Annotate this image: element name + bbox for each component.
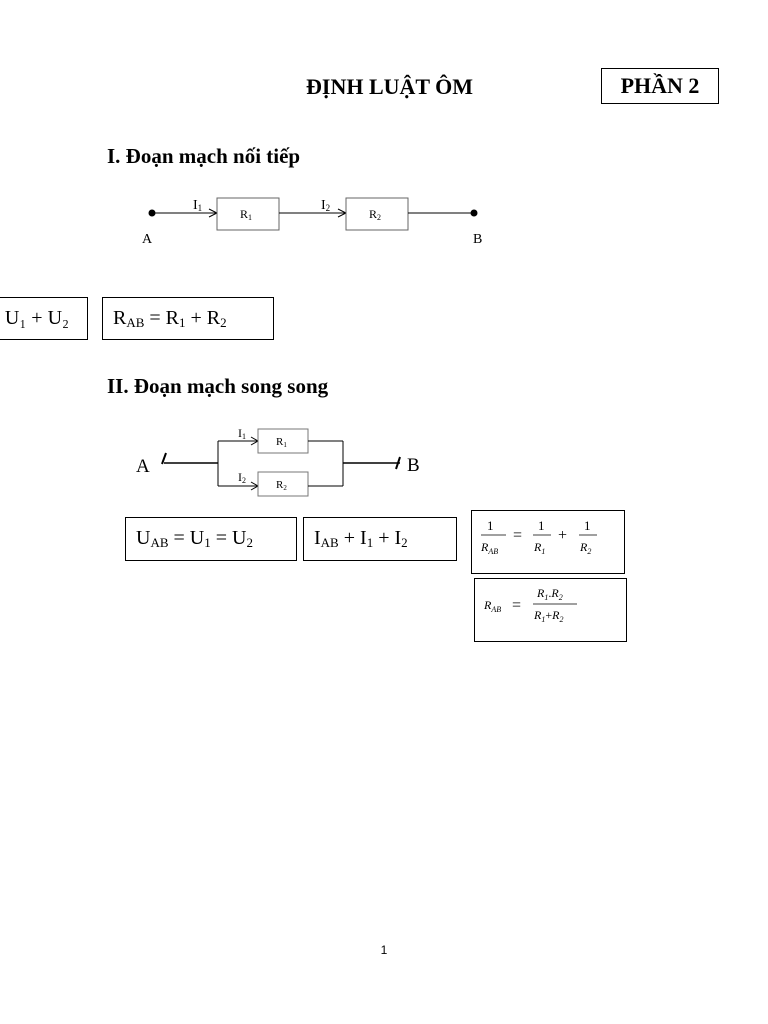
page-title: ĐỊNH LUẬT ÔM [306, 74, 474, 99]
parallel-current-formula: $I_{AB} + I_1 + I_2$ [303, 517, 457, 561]
page-number: 1 [380, 943, 388, 957]
series-voltage-formula [0, 297, 88, 340]
section-heading-parallel: II. Đoạn mạch song song [107, 374, 329, 398]
svg-text:RAB: $R_{AB}$ [481, 540, 499, 556]
svg-text:R1.R2: $R_1.R_2$ [537, 586, 563, 602]
current-i2-label: I2 [321, 198, 331, 213]
svg-text:=: = [512, 597, 522, 614]
svg-text:=: = [513, 527, 523, 544]
section-heading-series: I. Đoạn mạch nối tiếp [107, 144, 301, 168]
resistor-r1-label: R1 [240, 207, 253, 222]
parallel-voltage-formula: $U_{AB} = U_1 = U_2$ [125, 517, 297, 561]
svg-text:1: 1 [584, 518, 591, 533]
svg-text:1: 1 [538, 518, 545, 533]
node-a-dot [149, 210, 156, 217]
svg-text:R2: $R_2$ [580, 540, 592, 556]
series-voltage-formula-text: U₁ + U₂ [4, 307, 69, 329]
resistor-r2-label: R2 [369, 207, 382, 222]
part-label-box [601, 68, 719, 104]
svg-text:RAB: $R_{AB}$ [484, 598, 502, 614]
current-i1-label: I1 [193, 198, 203, 213]
series-resistance-formula: $R_{AB} = R_1 + R_2$ [102, 297, 274, 340]
node-b-dot [471, 210, 478, 217]
node-a-label: A [136, 456, 150, 477]
current-i2-label: I2 [238, 470, 246, 485]
svg-text:R1: $R_1$ [534, 540, 546, 556]
resistor-r2-label: R2 [276, 479, 287, 492]
svg-text:+: + [558, 527, 568, 544]
parallel-circuit-diagram [130, 422, 430, 502]
node-a-label: A [142, 232, 153, 247]
node-b-label: B [407, 455, 420, 476]
node-b-label: B [473, 232, 483, 247]
svg-text:1: 1 [487, 518, 494, 533]
current-i1-label: I1 [238, 426, 246, 441]
parallel-equivalent-formula [474, 578, 627, 642]
svg-text:R1+R2: $R_1+R_2$ [534, 608, 564, 624]
series-circuit-diagram [140, 192, 500, 252]
part-label: PHẦN 2 [620, 73, 700, 98]
resistor-r1-label: R1 [276, 436, 287, 449]
parallel-reciprocal-formula [471, 510, 625, 574]
